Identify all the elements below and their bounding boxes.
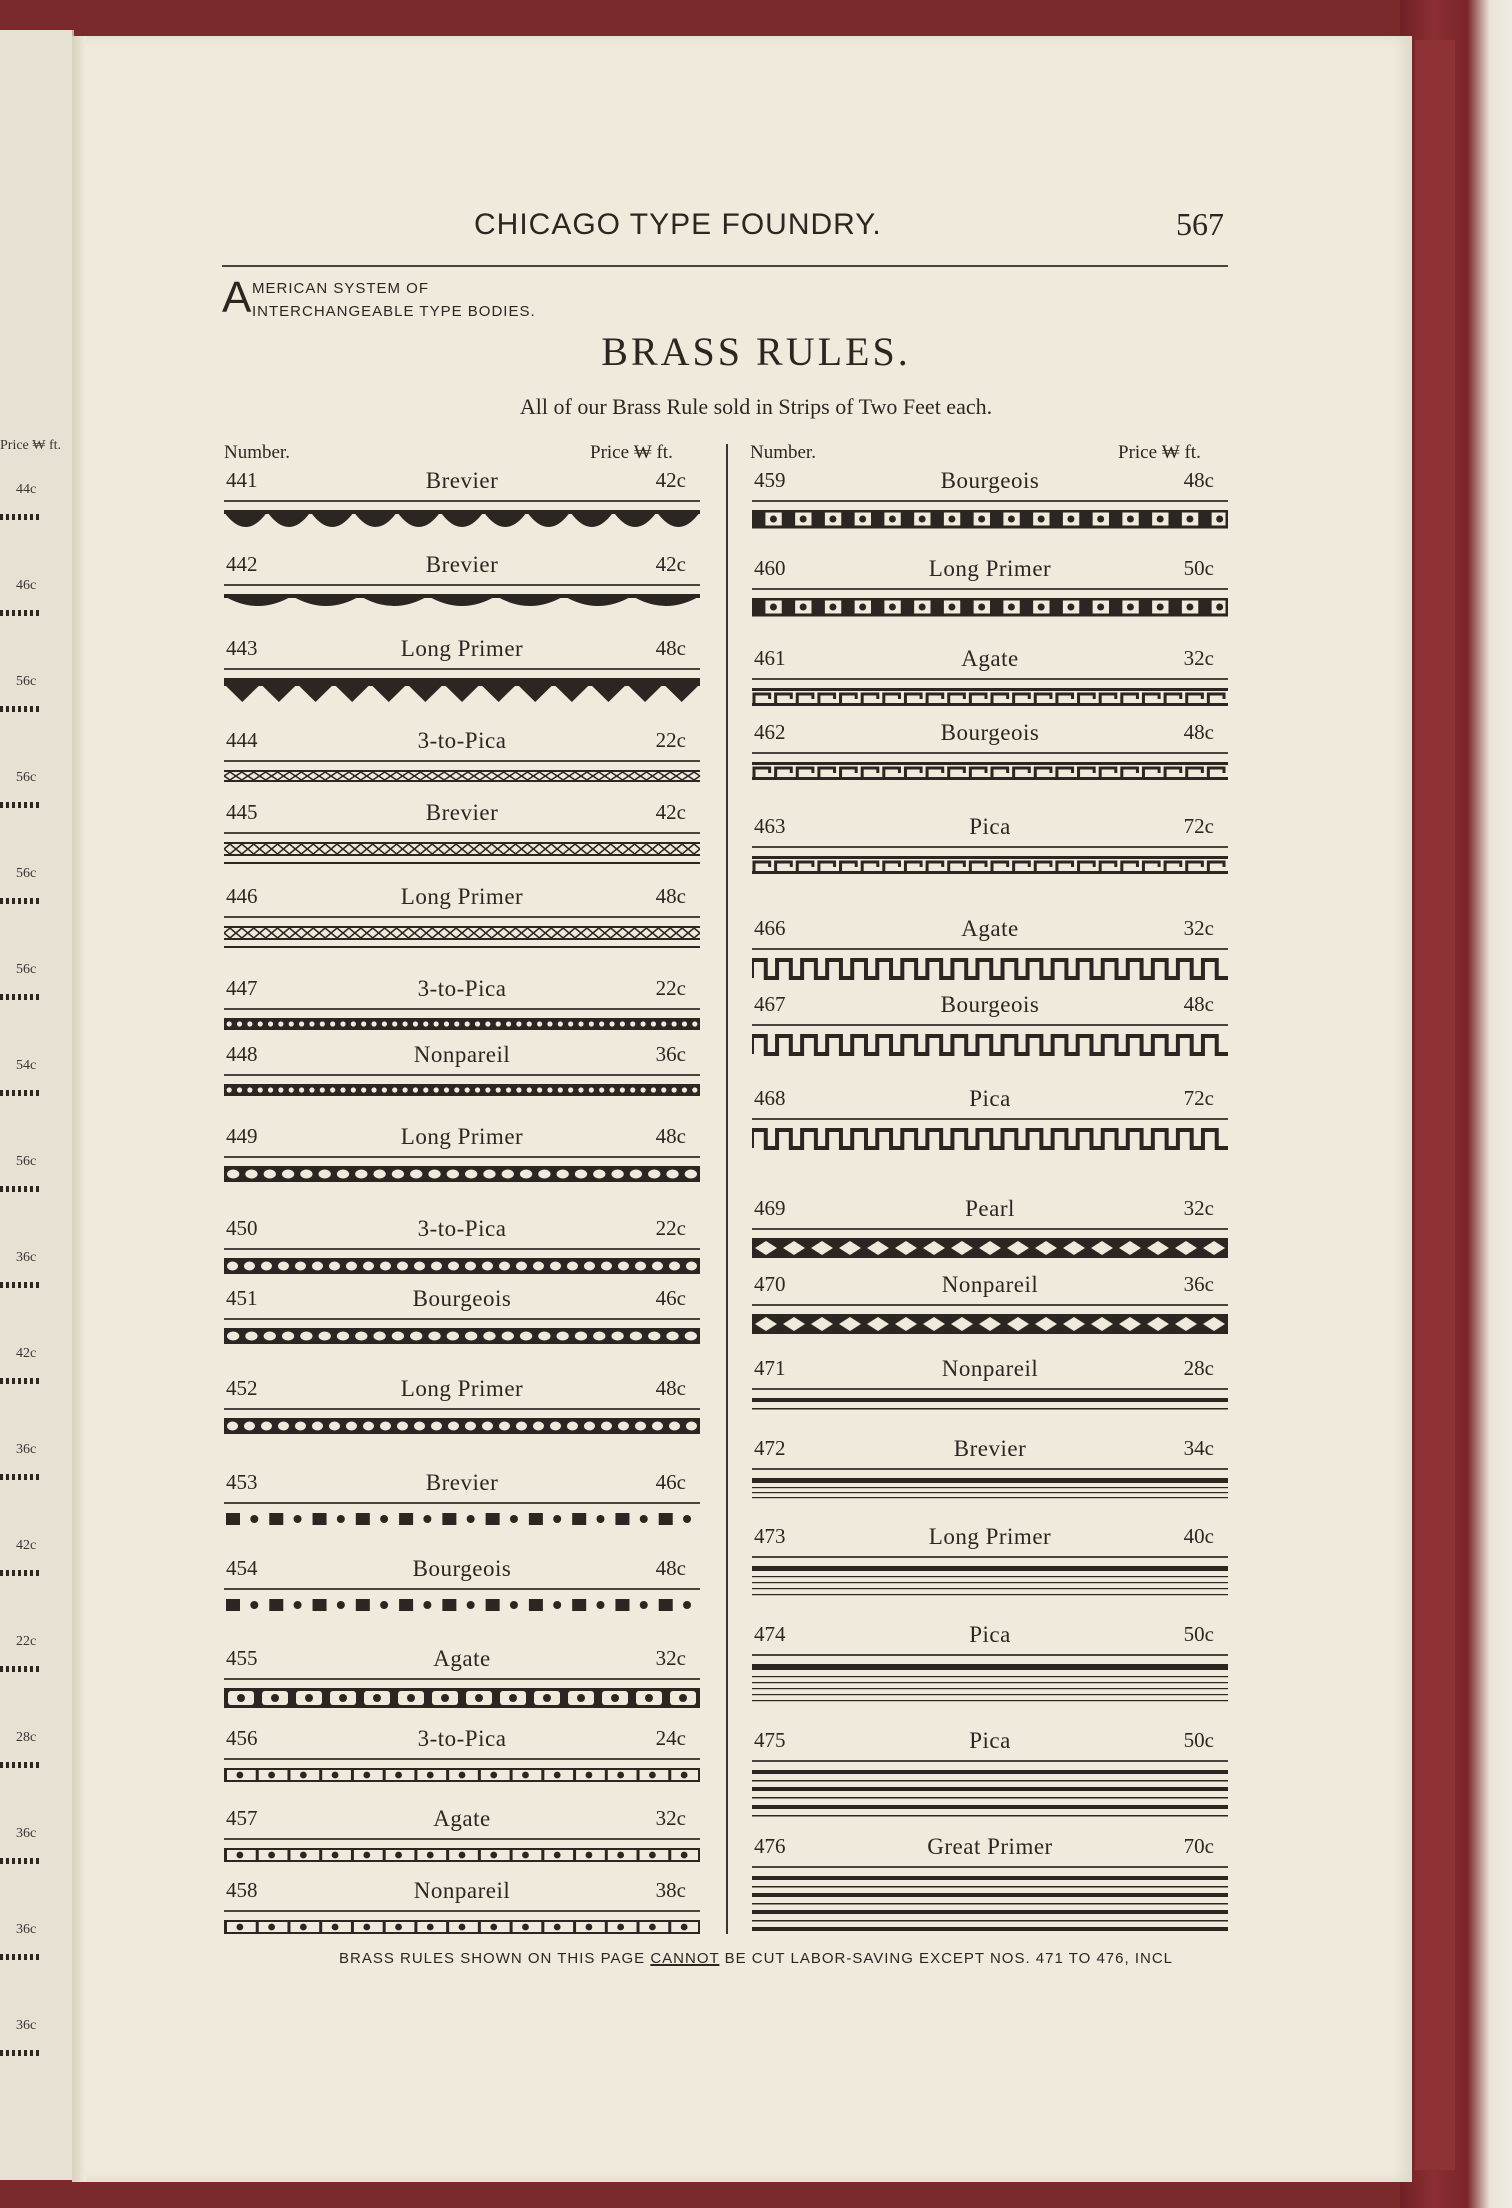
- body-size: Agate: [961, 646, 1019, 671]
- entry-underline: [752, 1388, 1228, 1390]
- left-number-label: Number.: [224, 442, 290, 463]
- rule-number: 475: [754, 1728, 786, 1752]
- prev-page-rule-sample: [0, 514, 40, 520]
- price-per-foot: 36c: [655, 1042, 686, 1066]
- entry-underline: [224, 1678, 700, 1680]
- right-number-label: Number.: [750, 442, 816, 463]
- prev-page-rule-sample: [0, 994, 40, 1000]
- prev-page-price: 22c: [16, 1634, 37, 1649]
- body-size: Long Primer: [928, 1524, 1052, 1549]
- rule-number: 443: [226, 636, 258, 660]
- price-per-foot: 42c: [655, 468, 686, 492]
- rule-number: 470: [754, 1272, 786, 1296]
- entry-underline: [224, 500, 700, 502]
- body-size: Bourgeois: [940, 468, 1040, 493]
- price-per-foot: 48c: [655, 1556, 686, 1580]
- prev-page-price: 36c: [16, 1826, 37, 1841]
- price-per-foot: 48c: [1183, 720, 1214, 744]
- system-initial: A: [222, 273, 252, 322]
- body-size: Long Primer: [400, 1376, 524, 1401]
- body-size: Brevier: [425, 552, 499, 577]
- prev-page-price: 36c: [16, 1250, 37, 1265]
- body-size: Pearl: [965, 1196, 1015, 1221]
- rule-number: 446: [226, 884, 258, 908]
- rule-sample-key-small: [752, 856, 1228, 916]
- body-size: Brevier: [425, 468, 499, 493]
- header-rule: [222, 265, 1228, 267]
- body-size: 3-to-Pica: [417, 1216, 507, 1241]
- body-size: 3-to-Pica: [417, 728, 507, 753]
- rule-sample-chain: [224, 1418, 700, 1478]
- price-per-foot: 72c: [1183, 1086, 1214, 1110]
- price-per-foot: 32c: [1183, 1196, 1214, 1220]
- body-size: Brevier: [425, 1470, 499, 1495]
- entry-underline: [752, 948, 1228, 950]
- body-size: Bourgeois: [940, 992, 1040, 1017]
- rule-number: 476: [754, 1834, 786, 1858]
- prev-page-rule-sample: [0, 1474, 40, 1480]
- prev-page-rule-sample: [0, 1090, 40, 1096]
- rule-number: 447: [226, 976, 258, 1000]
- entry-underline: [224, 760, 700, 762]
- footer-emphasis: CANNOT: [650, 1950, 720, 1967]
- body-size: Agate: [433, 1806, 491, 1831]
- prev-page-price: 56c: [16, 962, 37, 977]
- entry-underline: [752, 678, 1228, 680]
- prev-page-rule-sample: [0, 802, 40, 808]
- entry-underline: [752, 1024, 1228, 1026]
- entry-underline: [752, 1118, 1228, 1120]
- entry-underline: [752, 1556, 1228, 1558]
- rule-number: 453: [226, 1470, 258, 1494]
- rule-sample-meander: [752, 1034, 1228, 1094]
- price-per-foot: 34c: [1183, 1436, 1214, 1460]
- rule-number: 454: [226, 1556, 258, 1580]
- prev-page-price: 36c: [16, 2018, 37, 2033]
- body-size: Pica: [969, 814, 1011, 839]
- page-subtitle: All of our Brass Rule sold in Strips of Two Feet each.: [519, 394, 993, 419]
- prev-page-price: 56c: [16, 770, 37, 785]
- price-per-foot: 50c: [1183, 1728, 1214, 1752]
- rule-sample-lines-6: [752, 1664, 1228, 1724]
- footer-part-1: BRASS RULES SHOWN ON THIS PAGE: [339, 1950, 651, 1967]
- prev-page-rule-sample: [0, 1666, 40, 1672]
- column-divider: [726, 444, 728, 1934]
- entry-underline: [224, 916, 700, 918]
- body-size: Nonpareil: [941, 1356, 1039, 1381]
- rule-number: 455: [226, 1646, 258, 1670]
- prev-page-rule-sample: [0, 1378, 40, 1384]
- rule-sample-lines-5: [752, 1566, 1228, 1626]
- rule-number: 468: [754, 1086, 786, 1110]
- body-size: Brevier: [425, 800, 499, 825]
- body-size: Nonpareil: [413, 1042, 511, 1067]
- body-size: Long Primer: [928, 556, 1052, 581]
- entry-underline: [752, 1304, 1228, 1306]
- body-size: Brevier: [953, 1436, 1027, 1461]
- prev-page-price: 36c: [16, 1442, 37, 1457]
- body-size: Long Primer: [400, 636, 524, 661]
- entry-underline: [752, 752, 1228, 754]
- entry-underline: [224, 1502, 700, 1504]
- rule-number: 466: [754, 916, 786, 940]
- system-line-2: INTERCHANGEABLE TYPE BODIES.: [252, 303, 536, 320]
- rule-number: 442: [226, 552, 258, 576]
- prev-page-price: 54c: [16, 1058, 37, 1073]
- entry-underline: [224, 1318, 700, 1320]
- body-size: Pica: [969, 1622, 1011, 1647]
- rule-number: 444: [226, 728, 258, 752]
- prev-page-price: 42c: [16, 1538, 37, 1553]
- prev-page-rule-sample: [0, 610, 40, 616]
- rule-number: 451: [226, 1286, 258, 1310]
- entry-underline: [752, 846, 1228, 848]
- entry-underline: [224, 1588, 700, 1590]
- entry-underline: [752, 1654, 1228, 1656]
- price-per-foot: 38c: [655, 1878, 686, 1902]
- footer-part-2: BE CUT LABOR-SAVING EXCEPT NOS. 471 TO 476, INCL: [719, 1950, 1173, 1967]
- price-per-foot: 42c: [655, 552, 686, 576]
- prev-page-rule-sample: [0, 2050, 40, 2056]
- prev-page-price: 46c: [16, 578, 37, 593]
- price-per-foot: 36c: [1183, 1272, 1214, 1296]
- rule-number: 460: [754, 556, 786, 580]
- rule-number: 458: [226, 1878, 258, 1902]
- right-price-label: Price ₩ ft.: [1118, 442, 1201, 463]
- rule-sample-meander: [752, 1128, 1228, 1188]
- price-per-foot: 22c: [655, 728, 686, 752]
- price-per-foot: 48c: [655, 1376, 686, 1400]
- price-per-foot: 32c: [655, 1806, 686, 1830]
- price-per-foot: 32c: [655, 1646, 686, 1670]
- entry-underline: [224, 584, 700, 586]
- price-per-foot: 32c: [1183, 916, 1214, 940]
- page-number: 567: [1176, 206, 1224, 242]
- entry-underline: [224, 832, 700, 834]
- price-per-foot: 22c: [655, 976, 686, 1000]
- rule-number: 457: [226, 1806, 258, 1830]
- entry-underline: [224, 1758, 700, 1760]
- rule-number: 450: [226, 1216, 258, 1240]
- rule-number: 463: [754, 814, 786, 838]
- price-per-foot: 46c: [655, 1470, 686, 1494]
- prev-page-price: 56c: [16, 866, 37, 881]
- price-per-foot: 48c: [655, 1124, 686, 1148]
- price-per-foot: 50c: [1183, 1622, 1214, 1646]
- body-size: Nonpareil: [941, 1272, 1039, 1297]
- rule-number: 461: [754, 646, 786, 670]
- body-size: Bourgeois: [940, 720, 1040, 745]
- prev-page-price: 36c: [16, 1922, 37, 1937]
- rule-sample-key-small: [752, 762, 1228, 822]
- entry-underline: [752, 588, 1228, 590]
- rule-sample-lines-many: [752, 1876, 1228, 1936]
- entry-underline: [224, 1408, 700, 1410]
- body-size: Pica: [969, 1728, 1011, 1753]
- price-per-foot: 48c: [655, 636, 686, 660]
- price-per-foot: 32c: [1183, 646, 1214, 670]
- running-head: CHICAGO TYPE FOUNDRY.: [474, 208, 882, 241]
- price-per-foot: 28c: [1183, 1356, 1214, 1380]
- body-size: Long Primer: [400, 884, 524, 909]
- body-size: Long Primer: [400, 1124, 524, 1149]
- price-per-foot: 50c: [1183, 556, 1214, 580]
- rule-number: 473: [754, 1524, 786, 1548]
- rule-number: 471: [754, 1356, 786, 1380]
- entry-underline: [752, 1760, 1228, 1762]
- price-per-foot: 40c: [1183, 1524, 1214, 1548]
- prev-page-rule-sample: [0, 1762, 40, 1768]
- body-size: Pica: [969, 1086, 1011, 1111]
- price-per-foot: 72c: [1183, 814, 1214, 838]
- entry-underline: [224, 668, 700, 670]
- entry-underline: [224, 1008, 700, 1010]
- prev-page-rule-sample: [0, 898, 40, 904]
- body-size: Bourgeois: [412, 1556, 512, 1581]
- body-size: 3-to-Pica: [417, 1726, 507, 1751]
- price-per-foot: 48c: [1183, 992, 1214, 1016]
- body-size: Agate: [961, 916, 1019, 941]
- prev-page-price: 56c: [16, 674, 37, 689]
- rule-number: 462: [754, 720, 786, 744]
- rule-number: 449: [226, 1124, 258, 1148]
- footer-note: [0, 1950, 1512, 1967]
- prev-price-head: Price ₩ ft.: [0, 438, 62, 453]
- prev-page-rule-sample: [0, 1186, 40, 1192]
- prev-page-rule-sample: [0, 1858, 40, 1864]
- rule-number: 452: [226, 1376, 258, 1400]
- prev-page-rule-sample: [0, 1570, 40, 1576]
- rule-number: 467: [754, 992, 786, 1016]
- body-size: 3-to-Pica: [417, 976, 507, 1001]
- left-price-label: Price ₩ ft.: [590, 442, 673, 463]
- body-size: Bourgeois: [412, 1286, 512, 1311]
- price-per-foot: 70c: [1183, 1834, 1214, 1858]
- rule-number: 456: [226, 1726, 258, 1750]
- price-per-foot: 42c: [655, 800, 686, 824]
- price-per-foot: 24c: [655, 1726, 686, 1750]
- system-line-1: MERICAN SYSTEM OF: [252, 280, 430, 297]
- body-size: Agate: [433, 1646, 491, 1671]
- body-size: Great Primer: [927, 1834, 1053, 1859]
- page-title: BRASS RULES.: [601, 329, 911, 374]
- price-per-foot: 48c: [1183, 468, 1214, 492]
- entry-underline: [224, 1910, 700, 1912]
- prev-page-price: 56c: [16, 1154, 37, 1169]
- rule-sample-lines-thick: [752, 1770, 1228, 1830]
- entry-underline: [224, 1248, 700, 1250]
- rule-number: 441: [226, 468, 258, 492]
- entry-underline: [224, 1156, 700, 1158]
- rule-number: 474: [754, 1622, 786, 1646]
- price-per-foot: 22c: [655, 1216, 686, 1240]
- price-per-foot: 46c: [655, 1286, 686, 1310]
- entry-underline: [752, 500, 1228, 502]
- price-per-foot: 48c: [655, 884, 686, 908]
- rule-number: 459: [754, 468, 786, 492]
- prev-page-rule-sample: [0, 1282, 40, 1288]
- prev-page-price: 28c: [16, 1730, 37, 1745]
- prev-page-price: 42c: [16, 1346, 37, 1361]
- prev-page-price: 44c: [16, 482, 37, 497]
- entry-underline: [224, 1074, 700, 1076]
- entry-underline: [752, 1866, 1228, 1868]
- entry-underline: [752, 1228, 1228, 1230]
- rule-number: 472: [754, 1436, 786, 1460]
- rule-number: 445: [226, 800, 258, 824]
- prev-page-rule-sample: [0, 706, 40, 712]
- entry-underline: [224, 1838, 700, 1840]
- rule-number: 448: [226, 1042, 258, 1066]
- entry-underline: [752, 1468, 1228, 1470]
- rule-number: 469: [754, 1196, 786, 1220]
- body-size: Nonpareil: [413, 1878, 511, 1903]
